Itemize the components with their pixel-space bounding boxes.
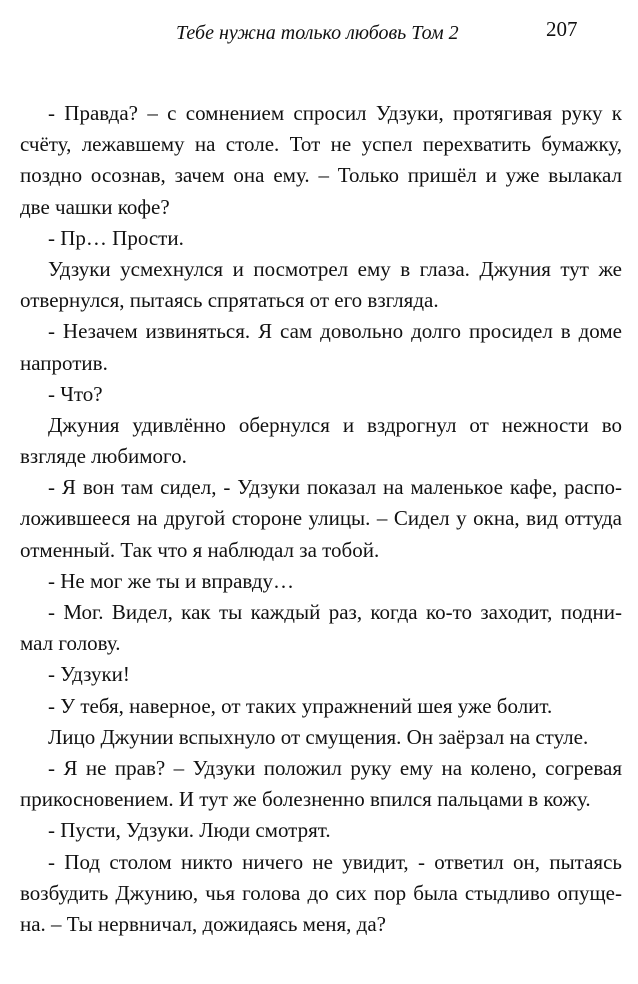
text-line: - Я вон там сидел, - Удзуки показал на маленькое кафе, распо- — [48, 475, 622, 500]
text-line: Лицо Джунии вспыхнуло от смущения. Он заёрзал на стуле. — [48, 724, 589, 749]
text-line: две чашки кофе? — [20, 194, 170, 219]
text-line: Джуния удивлённо обернулся и вздрогнул от нежности во — [48, 412, 622, 437]
text-line: напротив. — [20, 350, 108, 375]
text-line: Удзуки усмехнулся и посмотрел ему в глаза. Джуния тут же — [48, 256, 622, 281]
text-line: - Пусти, Удзуки. Люди смотрят. — [48, 818, 331, 843]
text-line: взгляде любимого. — [20, 444, 187, 469]
running-header-title: Тебе нужна только любовь Том 2 — [176, 22, 459, 44]
text-line: мал голову. — [20, 631, 121, 656]
text-line: - Что? — [48, 381, 103, 406]
text-line: - Незачем извиняться. Я сам довольно долго просидел в доме — [48, 319, 622, 344]
text-line: отвернулся, пытаясь спрятаться от его взгляда. — [20, 288, 439, 313]
text-line: - Удзуки! — [48, 662, 130, 687]
text-line: - Мог. Видел, как ты каждый раз, когда ко-то заходит, подни- — [48, 600, 622, 624]
text-line: отменный. Так что я наблюдал за тобой. — [20, 537, 380, 562]
text-line: ложившееся на другой стороне улицы. – Сидел у окна, вид оттуда — [20, 506, 622, 531]
text-line: на. – Ты нервничал, дожидаясь меня, да? — [20, 911, 387, 936]
page-number: 207 — [546, 17, 578, 41]
text-line: - Под столом никто ничего не увидит, - ответил он, пытаясь — [48, 849, 622, 874]
text-line: прикосновением. И тут же болезненно впился пальцами в кожу. — [20, 787, 591, 812]
text-line: поздно осознав, зачем она ему. – Только пришёл и уже вылакал — [20, 163, 622, 188]
text-line: - Пр… Прости. — [48, 225, 184, 250]
text-line: - Не мог же ты и вправду… — [48, 568, 295, 593]
text-line: счёту, лежавшему на столе. Тот не успел перехватить бумажку, — [20, 132, 622, 157]
body-text — [20, 98, 622, 940]
text-line: возбудить Джунию, чья голова до сих пор была стыдливо опуще- — [20, 880, 622, 905]
text-line: - У тебя, наверное, от таких упражнений шея уже болит. — [48, 693, 553, 718]
text-line: - Я не прав? – Удзуки положил руку ему на колено, согревая — [48, 755, 622, 780]
text-line: - Правда? – с сомнением спросил Удзуки, протягивая руку к — [48, 101, 622, 125]
